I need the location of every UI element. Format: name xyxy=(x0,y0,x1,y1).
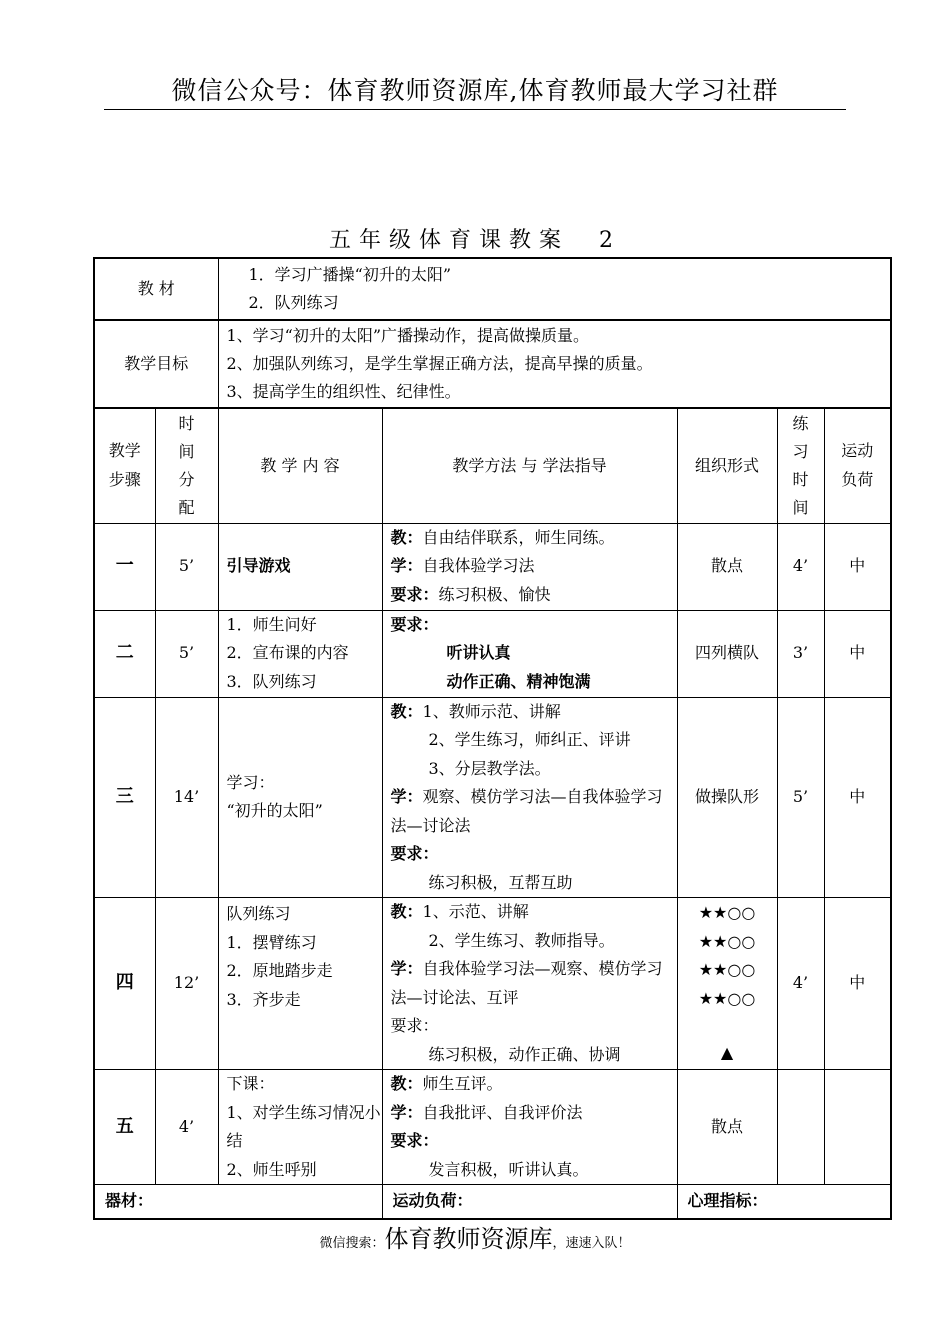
formation-row: ★★○○ xyxy=(698,903,756,923)
table-row xyxy=(94,523,891,610)
step-cell: 三 xyxy=(94,697,155,898)
load-summary-label: 运动负荷： xyxy=(382,1185,677,1219)
materials-label: 教 材 xyxy=(94,258,218,320)
materials-item: 1．学习广播操“初升的太阳” xyxy=(248,265,452,284)
practice-cell: 4’ xyxy=(777,898,824,1070)
org-cell: 散点 xyxy=(677,523,777,610)
goal-item: 1、学习“初升的太阳”广播操动作，提高做操质量。 xyxy=(226,326,590,345)
step-cell: 四 xyxy=(94,898,155,1070)
col-step-header: 教学 步骤 xyxy=(94,408,155,523)
org-cell: 做操队形 xyxy=(677,697,777,898)
column-header-row xyxy=(94,408,891,523)
method-cell: 教：1、教师示范、讲解 2、学生练习，师纠正、评讲 3、分层教学法。 学：观察、模仿学习法—自我体验学习法—讨论法 要求： 练习积极，互帮互助 xyxy=(382,697,677,898)
org-cell xyxy=(677,898,777,1070)
teacher-marker-icon: ▲ xyxy=(720,1043,734,1063)
materials-content xyxy=(218,258,891,320)
load-cell: 中 xyxy=(824,610,891,697)
step-cell: 一 xyxy=(94,523,155,610)
step-cell: 五 xyxy=(94,1070,155,1185)
load-cell: 中 xyxy=(824,523,891,610)
col-practice-header: 练 习 时 间 xyxy=(777,408,824,523)
load-cell xyxy=(824,1070,891,1185)
content-cell: 学习： “初升的太阳” xyxy=(218,697,382,898)
header-rule xyxy=(104,109,846,110)
page-header: 微信公众号：体育教师资源库,体育教师最大学习社群 xyxy=(171,76,779,105)
formation-row: ★★○○ xyxy=(698,988,756,1008)
materials-item: 2．队列练习 xyxy=(248,293,339,312)
method-cell: 教：师生互评。 学：自我批评、自我评价法 要求： 发言积极，听讲认真。 xyxy=(382,1070,677,1185)
psych-indicator-label: 心理指标： xyxy=(677,1185,891,1219)
footer-prefix: 微信搜索： xyxy=(319,1236,385,1251)
page-footer xyxy=(0,1222,950,1261)
content-cell: 队列练习 1．摆臂练习 2．原地踏步走 3．齐步走 xyxy=(218,898,382,1070)
col-content-header: 教 学 内 容 xyxy=(218,408,382,523)
time-cell: 4’ xyxy=(155,1070,218,1185)
practice-cell: 3’ xyxy=(777,610,824,697)
col-time-header: 时 间 分 配 xyxy=(155,408,218,523)
lesson-plan-table xyxy=(93,257,892,1220)
load-cell: 中 xyxy=(824,898,891,1070)
time-cell: 12’ xyxy=(155,898,218,1070)
practice-cell: 5’ xyxy=(777,697,824,898)
formation-row: ★★○○ xyxy=(698,960,756,980)
org-cell: 四列横队 xyxy=(677,610,777,697)
load-cell: 中 xyxy=(824,697,891,898)
goal-item: 3、提高学生的组织性、纪律性。 xyxy=(226,382,461,401)
practice-cell: 4’ xyxy=(777,523,824,610)
time-cell: 5’ xyxy=(155,523,218,610)
col-load-header: 运动 负荷 xyxy=(824,408,891,523)
table-row xyxy=(94,610,891,697)
content-cell: 引导游戏 xyxy=(218,523,382,610)
table-row xyxy=(94,697,891,898)
time-cell: 5’ xyxy=(155,610,218,697)
table-row xyxy=(94,1070,891,1185)
practice-cell xyxy=(777,1070,824,1185)
method-cell: 要求： 听讲认真 动作正确、精神饱满 xyxy=(382,610,677,697)
col-method-header: 教学方法 与 学法指导 xyxy=(382,408,677,523)
formation-row: ★★○○ xyxy=(698,931,756,951)
goals-content xyxy=(218,320,891,408)
time-cell: 14’ xyxy=(155,697,218,898)
footer-suffix: ，速速入队！ xyxy=(552,1236,631,1251)
table-row xyxy=(94,898,891,1070)
content-cell: 1．师生问好 2．宣布课的内容 3．队列练习 xyxy=(218,610,382,697)
footer-brand: 体育教师资源库 xyxy=(384,1225,553,1253)
summary-row xyxy=(94,1185,891,1219)
equipment-label: 器材： xyxy=(94,1185,382,1219)
step-cell: 二 xyxy=(94,610,155,697)
document-title: 五年级体育课教案 2 xyxy=(329,228,621,253)
org-cell: 散点 xyxy=(677,1070,777,1185)
goals-label: 教学目标 xyxy=(94,320,218,408)
col-org-header: 组织形式 xyxy=(677,408,777,523)
method-cell: 教：1、示范、讲解 2、学生练习、教师指导。 学：自我体验学习法—观察、模仿学习法—讨论法、互评 要求： 练习积极，动作正确、协调 xyxy=(382,898,677,1070)
method-cell: 教：自由结伴联系，师生同练。 学：自我体验学习法 要求：练习积极、愉快 xyxy=(382,523,677,610)
goal-item: 2、加强队列练习，是学生掌握正确方法，提高早操的质量。 xyxy=(226,354,653,373)
content-cell: 下课： 1、对学生练习情况小结 2、师生呼别 xyxy=(218,1070,382,1185)
